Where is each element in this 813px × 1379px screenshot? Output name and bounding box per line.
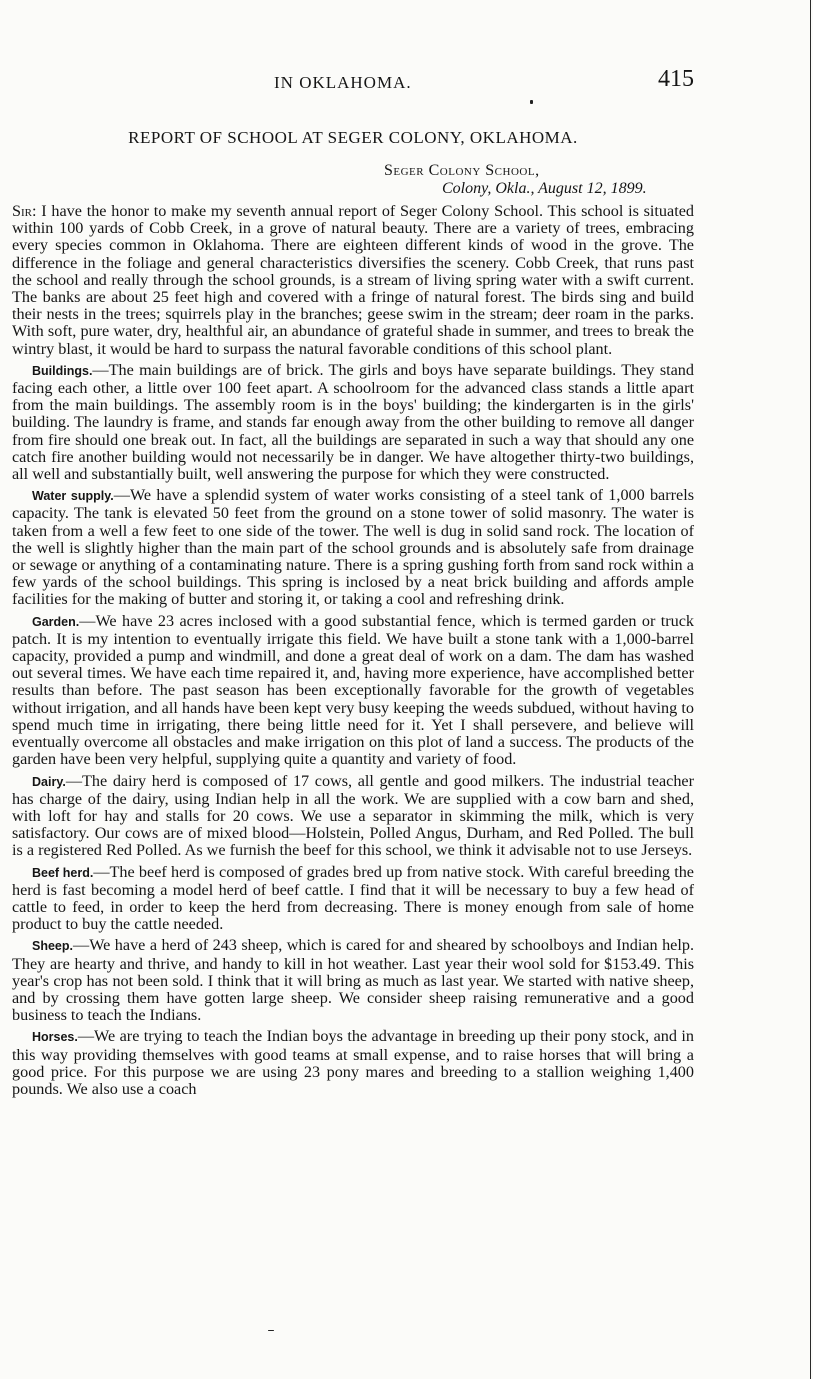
paragraph-text: —We have 23 acres inclosed with a good substantial fence, which is termed garden or truck patch. It is my intention to eventually irrigate this field. We have built a stone tank with a 1,000-barrel capacity, provided a pump and windmill, and done a great deal of work on a dam. The dam has washed out several times. We have each time repaired it, and, having more experience, have accomplished better results than before. The past season has been exceptionally favorable for the growth of vegetables without irrigation, and all hands have been kept very busy keeping the weeds subdued, without having to spend much time in irrigating, there being little need for it. Yet I shall persevere, and believe will eventually overcome all obstacles and make irrigation on this plot of land a success. The products of the garden have been very helpful, supplying quite a quantity and variety of food. bbox=[12, 611, 694, 769]
ink-speck bbox=[530, 100, 533, 104]
paragraph-water-supply bbox=[12, 487, 694, 608]
paragraph-text: —The dairy herd is composed of 17 cows, all gentle and good milkers. The industrial teacher has charge of the dairy, using Indian help in all the work. We are supplied with a cow barn and shed, with loft for hay and stalls for 20 cows. We use a separator in skimming the milk, which is very satisfactory. Our cows are of mixed blood—Holstein, Polled Angus, Durham, and Red Polled. The bull is a registered Red Polled. As we furnish the beef for this school, we think it advisable not to use Jerseys. bbox=[12, 771, 694, 860]
page-number: 415 bbox=[658, 66, 694, 92]
salutation: Sir: bbox=[12, 202, 37, 220]
paragraph-buildings bbox=[12, 362, 694, 483]
running-title: IN OKLAHOMA. bbox=[274, 73, 412, 92]
side-head-water-supply: Water supply. bbox=[32, 489, 114, 504]
dateline-school: Seger Colony School, bbox=[384, 162, 540, 179]
paragraph-dairy bbox=[12, 773, 694, 860]
side-head-beef-herd: Beef herd. bbox=[32, 865, 94, 880]
report-title: REPORT OF SCHOOL AT SEGER COLONY, OKLAHOMA. bbox=[128, 128, 578, 147]
paragraph-text: I have the honor to make my seventh annual report of Seger Colony School. This school is situated within 100 yards of Cobb Creek, in a grove of natural beauty. There are a variety of trees, embracing every species common in Oklahoma. There are eighteen different kinds of wood in the grove. The difference in the foliage and general characteristics diversifies the scenery. Cobb Creek, that runs past the school and really through the school grounds, is a stream of living spring water with a swift current. The banks are about 25 feet high and covered with a fringe of natural forest. The birds sing and build their nests in the trees; squirrels play in the branches; geese swim in the stream; deer roam in the parks. With soft, pure water, dry, healthful air, an abundance of grateful shade in summer, and trees to break the wintry blast, it would be hard to surpass the natural favorable conditions of this school plant. bbox=[12, 202, 694, 358]
paragraph-text: —The main buildings are of brick. The girls and boys have separate buildings. They stand facing each other, a little over 100 feet apart. A schoolroom for the advanced class stands a little apart from the main buildings. The assembly room is in the boys' building; the kindergarten is in the girls' building. The laundry is frame, and stands far enough away from the other building to remove all danger from fire should one break out. In fact, all the buildings are separated in such a way that should any one catch fire another building would not necessarily be in danger. We have altogether thirty-two buildings, all well and substantially built, well answering the purpose for which they were constructed. bbox=[12, 360, 694, 484]
paragraph-horses bbox=[12, 1028, 694, 1098]
paragraph-text: —We have a herd of 243 sheep, which is cared for and sheared by schoolboys and Indian help. They are hearty and thrive, and handy to kill in hot weather. Last year their wool sold for $153.49. This year's crop has not been sold. I think that it will bring as much as last year. We started with native sheep, and by crossing them have gotten large sheep. We consider sheep raising remunerative and a good business to teach the Indians. bbox=[12, 936, 694, 1025]
paragraph-text: —The beef herd is composed of grades bred up from native stock. With careful breeding the herd is fast becoming a model herd of beef cattle. I find that it will be necessary to buy a few head of cattle to feed, in order to keep the herd from decreasing. There is money enough from sale of home product to buy the cattle needed. bbox=[12, 862, 694, 934]
paragraph-sheep bbox=[12, 937, 694, 1024]
side-head-horses: Horses. bbox=[32, 1030, 78, 1045]
paragraph-introduction bbox=[12, 203, 694, 358]
page-edge-line bbox=[810, 0, 811, 1379]
dateline-place: Colony, Okla., August 12, 1899. bbox=[442, 180, 647, 197]
paragraph-beef-herd bbox=[12, 864, 694, 934]
ink-speck bbox=[268, 1330, 274, 1331]
paragraph-text: —We have a splendid system of water works consisting of a steel tank of 1,000 barrels capacity. The tank is elevated 50 feet from the ground on a stone tower of solid masonry. The water is taken from a well a few feet to one side of the tower. The well is dug in solid sand rock. The location of the well is slightly higher than the main part of the school grounds and is absolutely safe from drainage or sewage or anything of a contaminating nature. There is a spring gushing forth from sand rock within a few yards of the school buildings. This spring is inclosed by a neat brick building and affords ample facilities for the making of butter and storing it, or taking a cool and refreshing drink. bbox=[12, 486, 694, 609]
running-head bbox=[12, 66, 694, 96]
report-body bbox=[12, 203, 694, 1102]
paragraph-text: —We are trying to teach the Indian boys the advantage in breeding up their pony stock, and in this way providing themselves with good teams at small expense, and to raise horses that will bring a good price. For this purpose we are using 23 pony mares and breeding to a stallion weighing 1,400 pounds. We also use a coach bbox=[12, 1027, 694, 1098]
dateline bbox=[384, 162, 647, 198]
side-head-buildings: Buildings. bbox=[32, 363, 93, 378]
side-head-dairy: Dairy. bbox=[32, 774, 66, 789]
side-head-garden: Garden. bbox=[32, 614, 80, 629]
paragraph-garden bbox=[12, 613, 694, 769]
side-head-sheep: Sheep. bbox=[32, 939, 73, 954]
